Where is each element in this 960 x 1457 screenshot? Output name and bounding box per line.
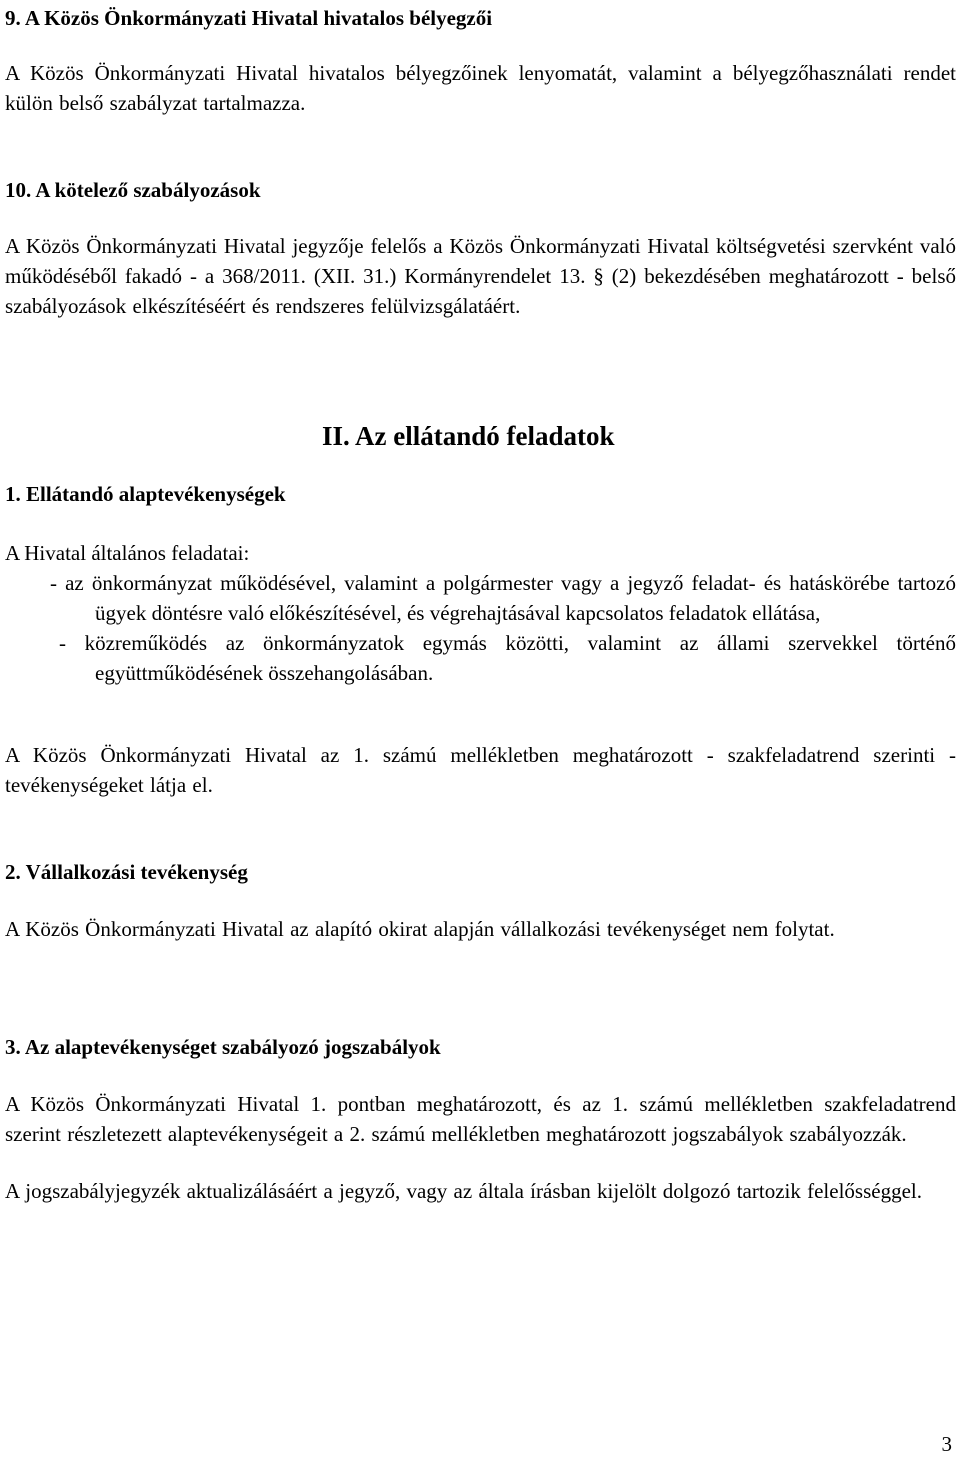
subsection-1-intro: A Hivatal általános feladatai: <box>5 541 250 565</box>
subsection-1-closing: A Közös Önkormányzati Hivatal az 1. számú mellékletben meghatározott - szakfeladatrend szerinti - tevékenységeket látja el. <box>5 743 956 797</box>
list-item: - az önkormányzat működésével, valamint a polgármester vagy a jegyző feladat- és hatáskörébe tartozó ügyek döntésre való előkészítésével, és végrehajtásával kapcsolatos feladatok ellátása, <box>50 571 956 625</box>
subsection-3-heading: 3. Az alaptevékenységet szabályozó jogszabályok <box>5 1035 441 1059</box>
section-10-heading: 10. A kötelező szabályozások <box>5 178 261 202</box>
subsection-2-body: A Közös Önkormányzati Hivatal az alapító okirat alapján vállalkozási tevékenységet nem folytat. <box>5 917 835 941</box>
section-9-heading: 9. A Közös Önkormányzati Hivatal hivatalos bélyegzői <box>5 6 493 30</box>
part-2-title: II. Az ellátandó feladatok <box>322 421 615 451</box>
list-item: - közreműködés az önkormányzatok egymás közötti, valamint az állami szervekkel történő együttműködésének összehangolásában. <box>59 631 956 685</box>
section-9-body: A Közös Önkormányzati Hivatal hivatalos bélyegzőinek lenyomatát, valamint a bélyegzőhasználati rendet külön belső szabályzat tartalmazza. <box>5 61 956 115</box>
subsection-3-body-2: A jogszabályjegyzék aktualizálásáért a jegyző, vagy az általa írásban kijelölt dolgozó tartozik felelősséggel. <box>5 1179 922 1203</box>
section-10-body: A Közös Önkormányzati Hivatal jegyzője felelős a Közös Önkormányzati Hivatal költségvetési szervként való működéséből fakadó - a 368/2011. (XII. 31.) Kormányrendelet 13. § (2) bekezdésében meghatározott - belső szabályozások elkészítéséért és rendszeres felülvizsgálatáért. <box>5 234 956 318</box>
task-list <box>50 568 956 688</box>
page-number: 3 <box>941 1432 952 1456</box>
subsection-2-heading: 2. Vállalkozási tevékenység <box>5 860 248 884</box>
subsection-1-heading: 1. Ellátandó alaptevékenységek <box>5 482 286 506</box>
subsection-3-body-1: A Közös Önkormányzati Hivatal 1. pontban meghatározott, és az 1. számú mellékletben szakfeladatrend szerint részletezett alaptevékenységeit a 2. számú mellékletben meghatározott jogszabályok szabályozzák. <box>5 1092 956 1146</box>
